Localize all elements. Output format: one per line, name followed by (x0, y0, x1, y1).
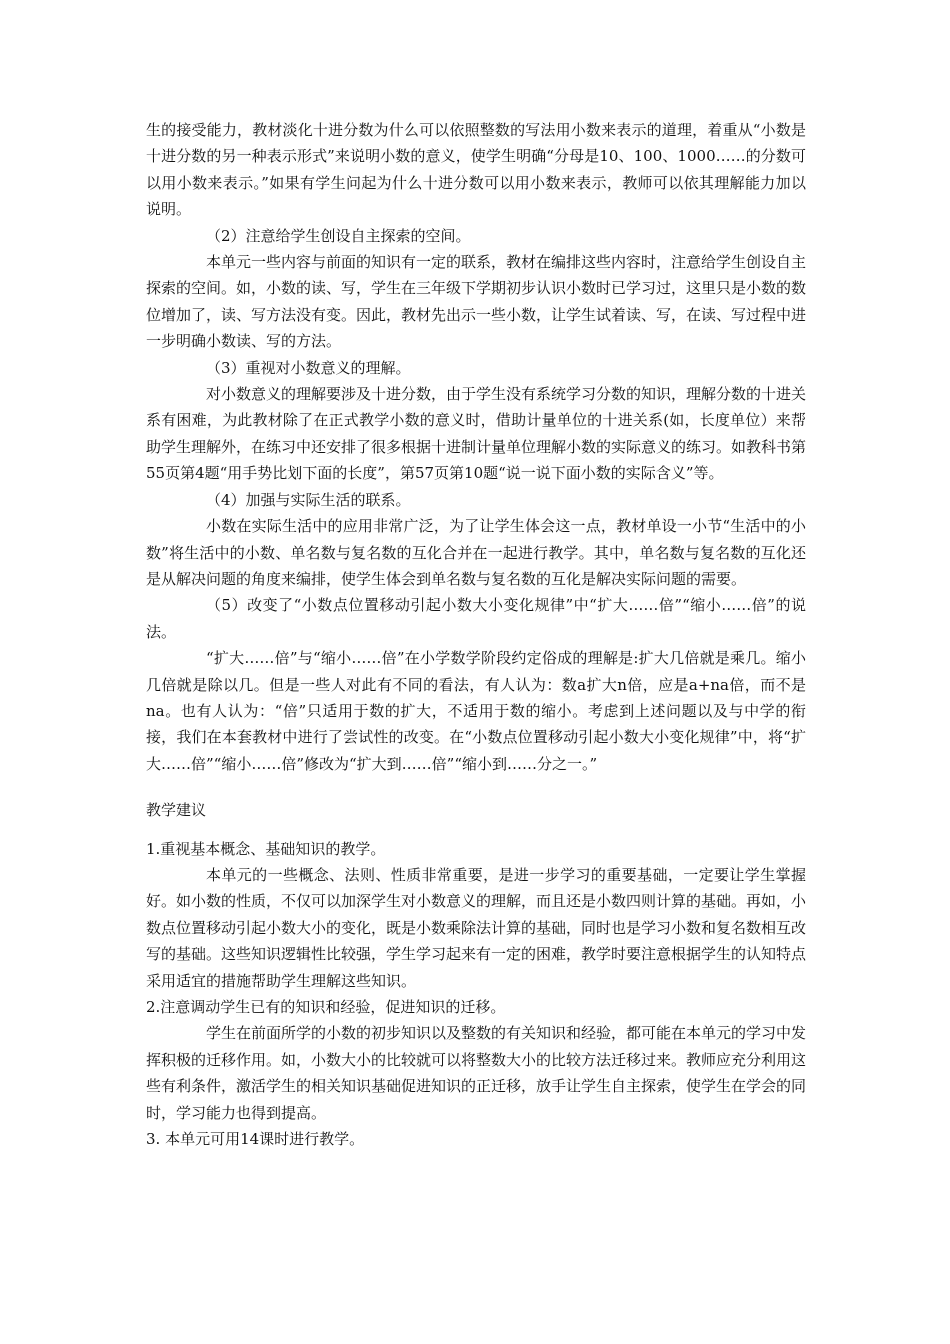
suggestion-2-title: 2.注意调动学生已有的知识和经验，促进知识的迁移。 (146, 998, 506, 1016)
subheading-3: （3）重视对小数意义的理解。 (206, 358, 411, 377)
subheading-4: （4）加强与实际生活的联系。 (206, 490, 411, 509)
section-heading-teaching-suggestions: 教学建议 (146, 801, 207, 820)
document-body (146, 117, 806, 1152)
suggestion-1-title: 1.重视基本概念、基础知识的教学。 (146, 839, 386, 858)
paragraph-5: “扩大……倍”与“缩小……倍”在小学数学阶段约定俗成的理解是:扩大几倍就是乘几。缩小几倍就是除以几。但是一些人对此有不同的看法，有人认为：数a扩大n倍，应是a+na倍，而不是na。也有人认为：“倍”只适用于数的扩大，不适用于数的缩小。考虑到上述问题以及与中学的衔接，我们在本套教材中进行了尝试性的改变。在“小数点位置移动引起小数大小变化规律”中，将“扩大……倍”“缩小……倍”修改为“扩大到……倍”“缩小到……分之一。” (146, 649, 806, 773)
subheading-5: （5）改变了“小数点位置移动引起小数大小变化规律”中“扩大……倍”“缩小……倍”的说法。 (146, 596, 806, 641)
paragraph-4: 小数在实际生活中的应用非常广泛，为了让学生体会这一点，教材单设一小节“生活中的小数”将生活中的小数、单名数与复名数的互化合并在一起进行教学。其中，单名数与复名数的互化还是从解决问题的角度来编排，使学生体会到单名数与复名数的互化是解决实际问题的需要。 (146, 517, 806, 588)
suggestion-1-body: 本单元的一些概念、法则、性质非常重要，是进一步学习的重要基础，一定要让学生掌握好。如小数的性质，不仅可以加深学生对小数意义的理解，而且还是小数四则计算的基础。再如，小数点位置移动引起小数大小的变化，既是小数乘除法计算的基础，同时也是学习小数和复名数相互改写的基础。这些知识逻辑性比较强，学生学习起来有一定的困难，教学时要注意根据学生的认知特点采用适宜的措施帮助学生理解这些知识。 (146, 865, 807, 990)
suggestion-2-body: 学生在前面所学的小数的初步知识以及整数的有关知识和经验，都可能在本单元的学习中发挥积极的迁移作用。如，小数大小的比较就可以将整数大小的比较方法迁移过来。教师应充分利用这些有利条件，激活学生的相关知识基础促进知识的正迁移，放手让学生自主探索，使学生在学会的同时，学习能力也得到提高。 (146, 1024, 807, 1122)
subheading-2: （2）注意给学生创设自主探索的空间。 (206, 226, 471, 245)
paragraph-2: 本单元一些内容与前面的知识有一定的联系，教材在编排这些内容时，注意给学生创设自主探索的空间。如，小数的读、写，学生在三年级下学期初步认识小数时已学习过，这里只是小数的数位增加了，读、写方法没有变。因此，教材先出示一些小数，让学生试着读、写，在读、写过程中进一步明确小数读、写的方法。 (146, 253, 807, 351)
paragraph-3: 对小数意义的理解要涉及十进分数，由于学生没有系统学习分数的知识，理解分数的十进关系有困难，为此教材除了在正式教学小数的意义时，借助计量单位的十进关系(如，长度单位）来帮助学生理解外，在练习中还安排了很多根据十进制计量单位理解小数的实际意义的练习。如教科书第55页第4题“用手势比划下面的长度”，第57页第10题“说一说下面小数的实际含义”等。 (146, 385, 807, 483)
paragraph-continuation: 生的接受能力，教材淡化十进分数为什么可以依照整数的写法用小数来表示的道理，着重从“小数是十进分数的另一种表示形式”来说明小数的意义，使学生明确“分母是10、100、1000……的分数可以用小数来表示。”如果有学生问起为什么十进分数可以用小数来表示，教师可以依其理解能力加以说明。 (146, 121, 806, 219)
suggestion-3-title: 3. 本单元可用14课时进行教学。 (146, 1130, 365, 1149)
